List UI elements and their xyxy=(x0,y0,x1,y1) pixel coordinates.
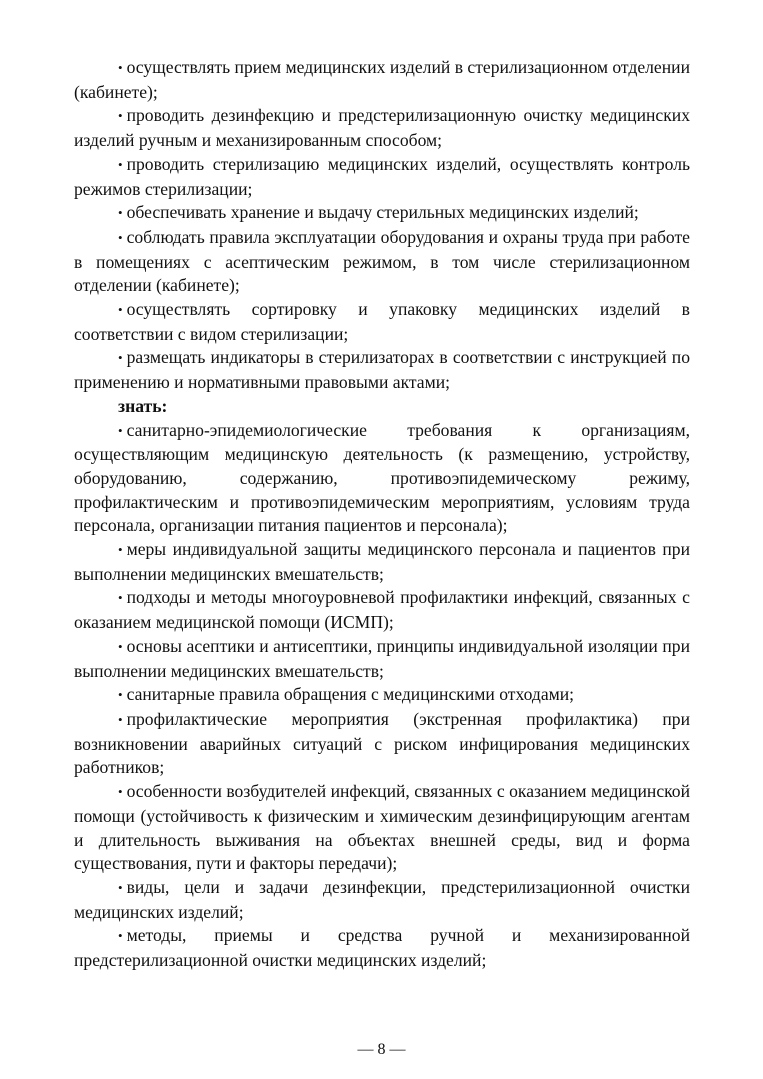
list-item xyxy=(74,876,690,924)
list-item-text: санитарно-эпидемиологические требования к организациям, осуществляющим медицинскую деятельность (к размещению, устройству, оборудованию, содержанию, противоэпидемическому режиму, профилактическим и противоэпидемическим мероприятиям, условиям труда персонала, организации питания пациентов и персонала); xyxy=(74,419,690,536)
list-item-text: проводить стерилизацию медицинских изделий, осуществлять контроль режимов стерилизации; xyxy=(74,153,690,199)
list-item-text: обеспечивать хранение и выдачу стерильных медицинских изделий; xyxy=(126,202,639,223)
bullet-icon: • xyxy=(118,108,123,124)
list-item xyxy=(74,298,690,346)
list-item xyxy=(74,56,690,104)
bullet-icon: • xyxy=(118,687,123,703)
list-item xyxy=(74,635,690,683)
list-item xyxy=(74,683,690,708)
bullet-icon: • xyxy=(118,928,123,944)
bullet-icon: • xyxy=(118,60,123,75)
list-item xyxy=(74,201,690,226)
list-item xyxy=(74,104,690,152)
list-item xyxy=(74,924,690,972)
list-item xyxy=(74,708,690,780)
list-item xyxy=(74,780,690,876)
skills-list xyxy=(74,56,690,395)
bullet-icon: • xyxy=(118,205,123,221)
list-item-text: методы, приемы и средства ручной и механизированной предстерилизационной очистки медицинских изделий; xyxy=(74,925,690,971)
list-item xyxy=(74,419,690,539)
bullet-icon: • xyxy=(118,784,123,800)
list-item xyxy=(74,538,690,586)
list-item xyxy=(74,226,690,298)
list-item-text: санитарные правила обращения с медицинскими отходами; xyxy=(126,684,575,705)
list-item-text: подходы и методы многоуровневой профилактики инфекций, связанных с оказанием медицинской помощи (ИСМП); xyxy=(74,587,690,633)
list-item-text: меры индивидуальной защиты медицинского персонала и пациентов при выполнении медицинских вмешательств; xyxy=(74,539,690,584)
bullet-icon: • xyxy=(118,422,123,438)
bullet-icon: • xyxy=(118,711,123,727)
list-item-text: особенности возбудителей инфекций, связанных с оказанием медицинской помощи (устойчивость к физическим и химическим дезинфицирующим агентам и длительность выживания на объектах внешней среды, вид и форма существования, пути и факторы передачи); xyxy=(74,781,690,874)
page-body xyxy=(74,56,690,973)
list-item xyxy=(74,153,690,201)
list-item-text: виды, цели и задачи дезинфекции, предстерилизационной очистки медицинских изделий; xyxy=(74,876,690,922)
bullet-icon: • xyxy=(118,638,123,654)
list-item-text: осуществлять сортировку и упаковку медицинских изделий в соответствии с видом стерилизации; xyxy=(74,299,690,344)
section-heading-know: знать: xyxy=(118,395,168,416)
bullet-icon: • xyxy=(118,879,123,895)
list-item-text: осуществлять прием медицинских изделий в стерилизационном отделении (кабинете); xyxy=(74,57,690,102)
bullet-icon: • xyxy=(118,302,123,318)
list-item-text: основы асептики и антисептики, принципы индивидуальной изоляции при выполнении медицинских вмешательств; xyxy=(74,635,690,681)
bullet-icon: • xyxy=(118,229,123,245)
list-item-text: профилактические мероприятия (экстренная профилактика) при возникновении аварийных ситуаций с риском инфицирования медицинских работников; xyxy=(74,708,690,778)
list-item-text: размещать индикаторы в стерилизаторах в соответствии с инструкцией по применению и нормативными правовыми актами; xyxy=(74,347,690,393)
knowledge-list xyxy=(74,419,690,973)
list-item xyxy=(74,346,690,394)
bullet-icon: • xyxy=(118,590,123,606)
bullet-icon: • xyxy=(118,156,123,172)
list-item-text: соблюдать правила эксплуатации оборудования и охраны труда при работе в помещениях с асептическим режимом, в том числе стерилизационном отделении (кабинете); xyxy=(74,226,690,296)
bullet-icon: • xyxy=(118,542,123,558)
page-number: — 8 — xyxy=(357,1041,406,1058)
list-item xyxy=(74,586,690,634)
list-item-text: проводить дезинфекцию и предстерилизационную очистку медицинских изделий ручным и механизированным способом; xyxy=(74,105,690,151)
bullet-icon: • xyxy=(118,350,123,366)
